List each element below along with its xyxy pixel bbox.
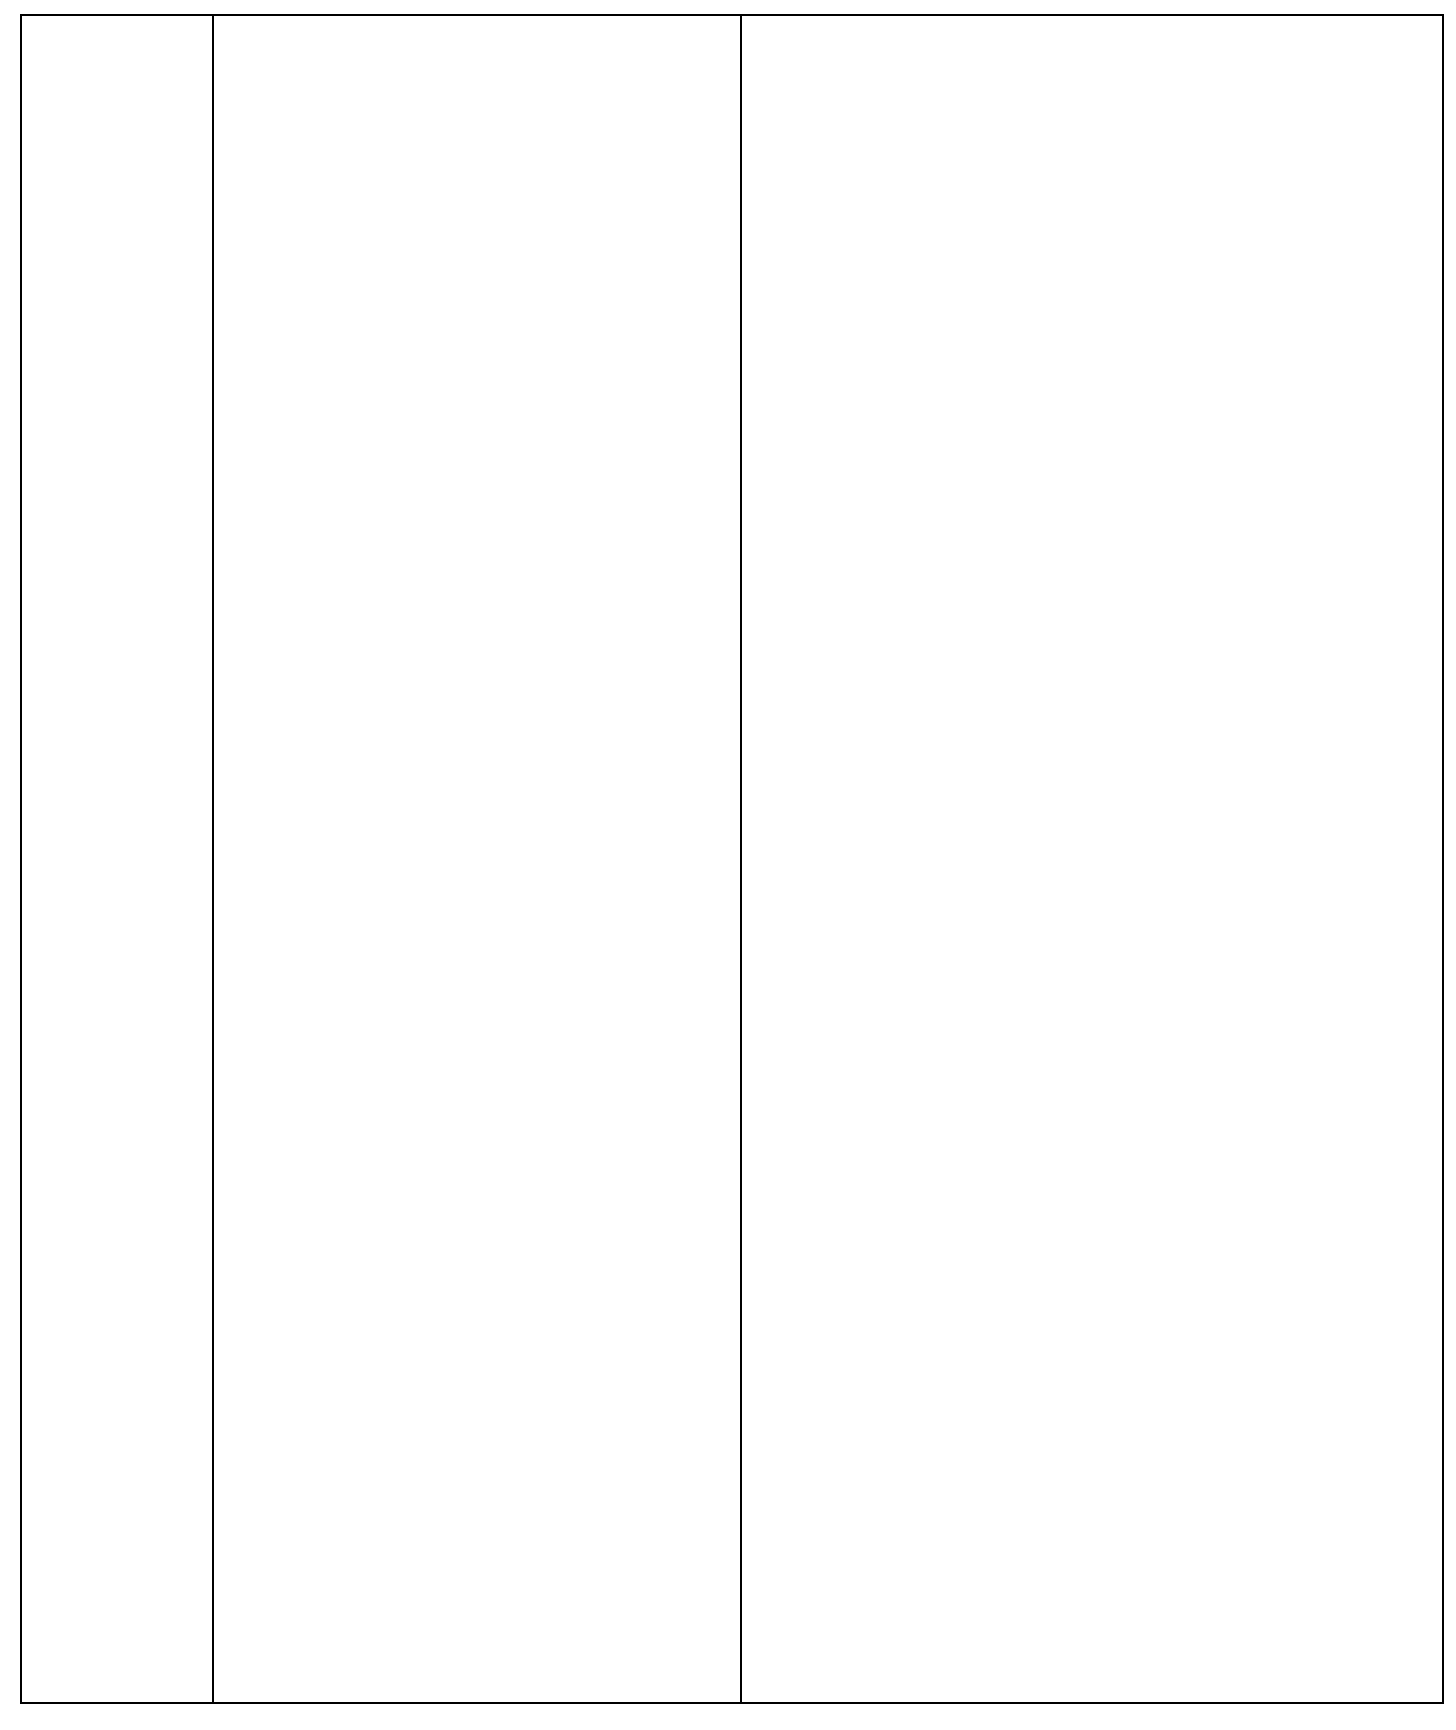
column-divider-values bbox=[740, 16, 742, 1702]
column-divider-category bbox=[212, 16, 214, 1702]
spec-table bbox=[20, 14, 1444, 1704]
